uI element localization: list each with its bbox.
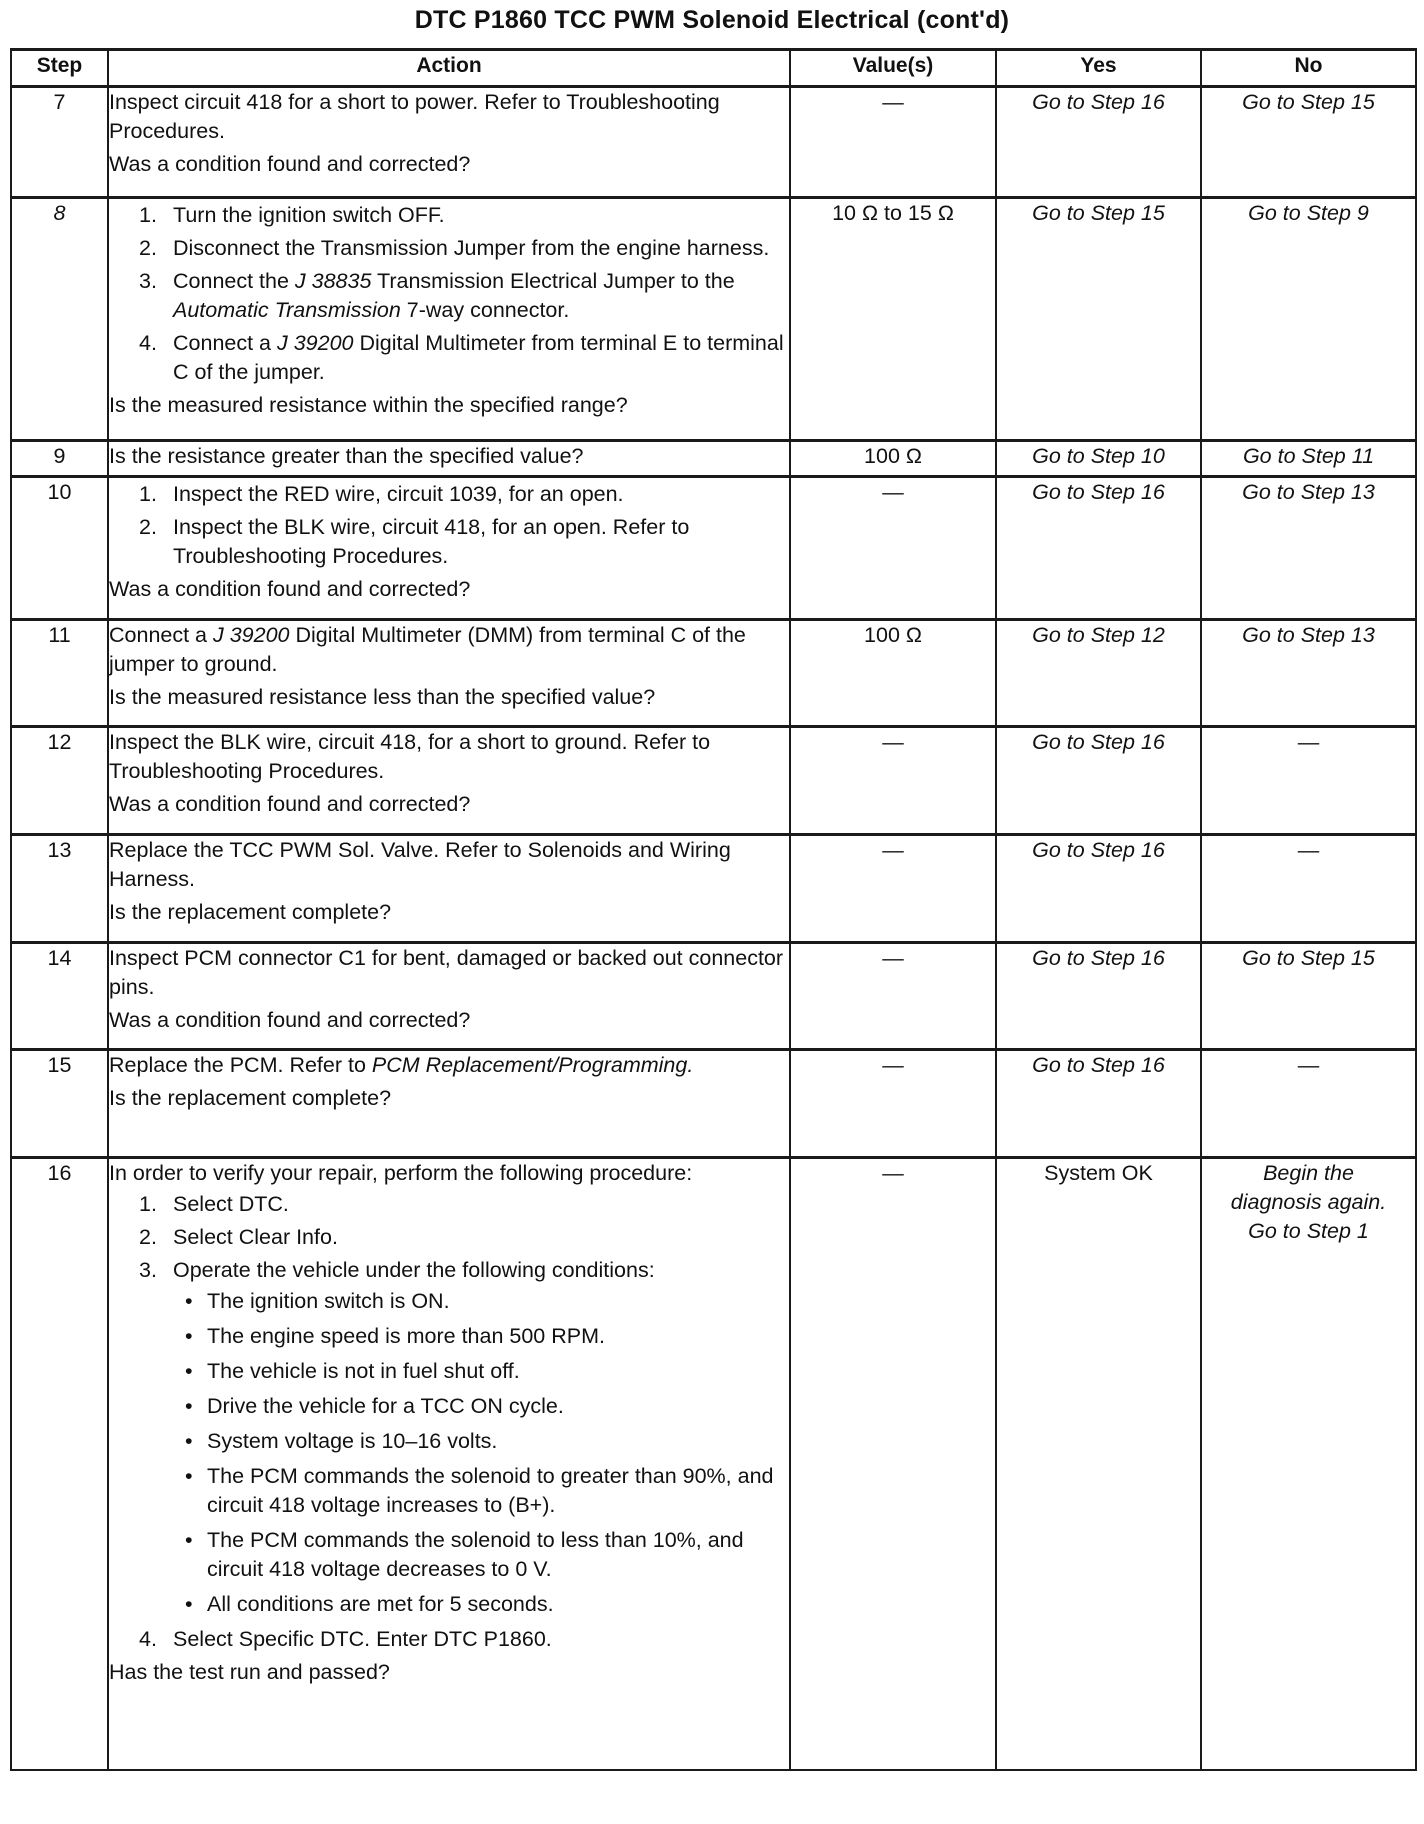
numbered-list — [109, 201, 789, 387]
yes-cell: Go to Step 16 — [996, 835, 1201, 943]
step-number: 15 — [11, 1050, 108, 1158]
step-number: 13 — [11, 835, 108, 943]
header-action: Action — [108, 50, 790, 87]
yes-cell: System OK — [996, 1158, 1201, 1770]
bullet-item: • All conditions are met for 5 seconds. — [185, 1592, 554, 1616]
bullet-item: • System voltage is 10–16 volts. — [185, 1429, 498, 1453]
value-cell: — — [790, 1050, 996, 1158]
action-cell — [108, 198, 790, 441]
action-text: Inspect circuit 418 for a short to power. Refer to Troubleshooting Procedures. — [109, 90, 720, 143]
table-row — [11, 727, 1416, 835]
list-item: 2. Inspect the BLK wire, circuit 418, for an open. Refer to Troubleshooting Procedures. — [139, 515, 690, 568]
action-cell — [108, 1158, 790, 1770]
list-item: 2. Select Clear Info. — [139, 1225, 338, 1249]
action-cell — [108, 87, 790, 198]
action-question: Has the test run and passed? — [109, 1660, 390, 1684]
list-item: 3. Connect the J 38835 Transmission Electrical Jumper to the Automatic Transmission 7-way connector. — [139, 269, 735, 322]
action-cell — [108, 441, 790, 477]
step-number: 16 — [11, 1158, 108, 1770]
action-cell — [108, 835, 790, 943]
action-text: Inspect the BLK wire, circuit 418, for a short to ground. Refer to Troubleshooting Procedures. — [109, 730, 711, 783]
numbered-list — [109, 1190, 789, 1654]
action-question: Was a condition found and corrected? — [109, 152, 471, 176]
action-text: Replace the TCC PWM Sol. Valve. Refer to Solenoids and Wiring Harness. — [109, 838, 731, 891]
table-row — [11, 441, 1416, 477]
value-cell: — — [790, 727, 996, 835]
action-cell — [108, 477, 790, 620]
no-cell — [1201, 1158, 1416, 1770]
action-question: Is the measured resistance within the specified range? — [109, 393, 628, 417]
no-cell: — — [1201, 727, 1416, 835]
action-text: Connect a J 39200 Digital Multimeter (DMM) from terminal C of the jumper to ground. — [109, 623, 746, 676]
no-cell: Go to Step 13 — [1201, 620, 1416, 727]
bullet-item: • The PCM commands the solenoid to less than 10%, and circuit 418 voltage decreases to 0 V. — [185, 1528, 744, 1581]
value-cell: 100 Ω — [790, 620, 996, 727]
step-number: 7 — [11, 87, 108, 198]
yes-cell: Go to Step 10 — [996, 441, 1201, 477]
table-row — [11, 477, 1416, 620]
value-cell: 100 Ω — [790, 441, 996, 477]
table-row — [11, 1050, 1416, 1158]
action-question: Was a condition found and corrected? — [109, 577, 471, 601]
table-row — [11, 943, 1416, 1050]
yes-cell: Go to Step 16 — [996, 727, 1201, 835]
value-cell: — — [790, 943, 996, 1050]
header-no: No — [1201, 50, 1416, 87]
no-cell: — — [1201, 835, 1416, 943]
diagnostic-table — [10, 48, 1417, 1771]
no-cell: — — [1201, 1050, 1416, 1158]
action-cell — [108, 943, 790, 1050]
action-question: Is the replacement complete? — [109, 900, 392, 924]
no-line: Begin the — [1263, 1161, 1354, 1185]
value-cell: 10 Ω to 15 Ω — [790, 198, 996, 441]
list-item: 2. Disconnect the Transmission Jumper from the engine harness. — [139, 236, 770, 260]
value-cell: — — [790, 477, 996, 620]
value-cell: — — [790, 835, 996, 943]
yes-cell: Go to Step 16 — [996, 1050, 1201, 1158]
step-number: 11 — [11, 620, 108, 727]
list-item: 1. Inspect the RED wire, circuit 1039, for an open. — [139, 482, 624, 506]
yes-cell: Go to Step 16 — [996, 477, 1201, 620]
action-text: Inspect PCM connector C1 for bent, damaged or backed out connector pins. — [109, 946, 784, 999]
list-item: 1. Select DTC. — [139, 1192, 289, 1216]
yes-cell: Go to Step 16 — [996, 87, 1201, 198]
step-number: 8 — [11, 198, 108, 441]
header-values: Value(s) — [790, 50, 996, 87]
action-question: Was a condition found and corrected? — [109, 1008, 471, 1032]
step-number: 10 — [11, 477, 108, 620]
action-cell — [108, 620, 790, 727]
table-row — [11, 620, 1416, 727]
list-item: 4. Select Specific DTC. Enter DTC P1860. — [139, 1627, 552, 1651]
action-question: Was a condition found and corrected? — [109, 792, 471, 816]
bullet-item: • The PCM commands the solenoid to greater than 90%, and circuit 418 voltage increases to (B+). — [185, 1464, 774, 1517]
no-cell: Go to Step 9 — [1201, 198, 1416, 441]
header-step: Step — [11, 50, 108, 87]
table-row — [11, 87, 1416, 198]
step-number: 9 — [11, 441, 108, 477]
yes-cell: Go to Step 16 — [996, 943, 1201, 1050]
bullet-item: • Drive the vehicle for a TCC ON cycle. — [185, 1394, 564, 1418]
step-number: 12 — [11, 727, 108, 835]
table-row — [11, 835, 1416, 943]
value-cell: — — [790, 87, 996, 198]
action-question: Is the measured resistance less than the specified value? — [109, 685, 656, 709]
action-text: Replace the PCM. Refer to PCM Replacement/Programming. — [109, 1053, 694, 1077]
step-number: 14 — [11, 943, 108, 1050]
no-cell: Go to Step 13 — [1201, 477, 1416, 620]
yes-cell: Go to Step 15 — [996, 198, 1201, 441]
list-item: 4. Connect a J 39200 Digital Multimeter from terminal E to terminal C of the jumper. — [139, 331, 784, 384]
no-cell: Go to Step 15 — [1201, 943, 1416, 1050]
bullet-item: • The vehicle is not in fuel shut off. — [185, 1359, 520, 1383]
no-cell: Go to Step 15 — [1201, 87, 1416, 198]
list-item: 1. Turn the ignition switch OFF. — [139, 203, 445, 227]
action-text: In order to verify your repair, perform the following procedure: — [109, 1161, 693, 1185]
header-row — [11, 50, 1416, 87]
no-line: diagnosis again. — [1230, 1190, 1387, 1214]
action-question: Is the resistance greater than the specified value? — [109, 444, 584, 468]
list-item: 3. Operate the vehicle under the following conditions: • The ignition switch is ON. • The engine speed is more than 500 RPM. • The vehicle is not in fuel shut off. • Drive the vehicle for a TCC ON cycle. • System voltage is 10–16 volts. • The PCM commands the solenoid to greater than 90%, and circuit 418 voltage increases to (B+). • The PCM commands the solenoid to less than 10%, and circuit 418 voltage decreases to 0 V. • All conditions are met for 5 seconds. — [109, 1256, 789, 1619]
bullet-item: • The ignition switch is ON. — [185, 1289, 450, 1313]
no-cell: Go to Step 11 — [1201, 441, 1416, 477]
value-cell: — — [790, 1158, 996, 1770]
header-yes: Yes — [996, 50, 1201, 87]
action-question: Is the replacement complete? — [109, 1086, 392, 1110]
bullet-item: • The engine speed is more than 500 RPM. — [185, 1324, 605, 1348]
bullet-list — [173, 1287, 789, 1619]
table-row — [11, 198, 1416, 441]
page-title: DTC P1860 TCC PWM Solenoid Electrical (cont'd) — [414, 6, 1010, 34]
action-cell — [108, 727, 790, 835]
numbered-list — [109, 480, 789, 571]
no-line: Go to Step 1 — [1248, 1219, 1369, 1243]
action-cell — [108, 1050, 790, 1158]
yes-cell: Go to Step 12 — [996, 620, 1201, 727]
table-row — [11, 1158, 1416, 1770]
